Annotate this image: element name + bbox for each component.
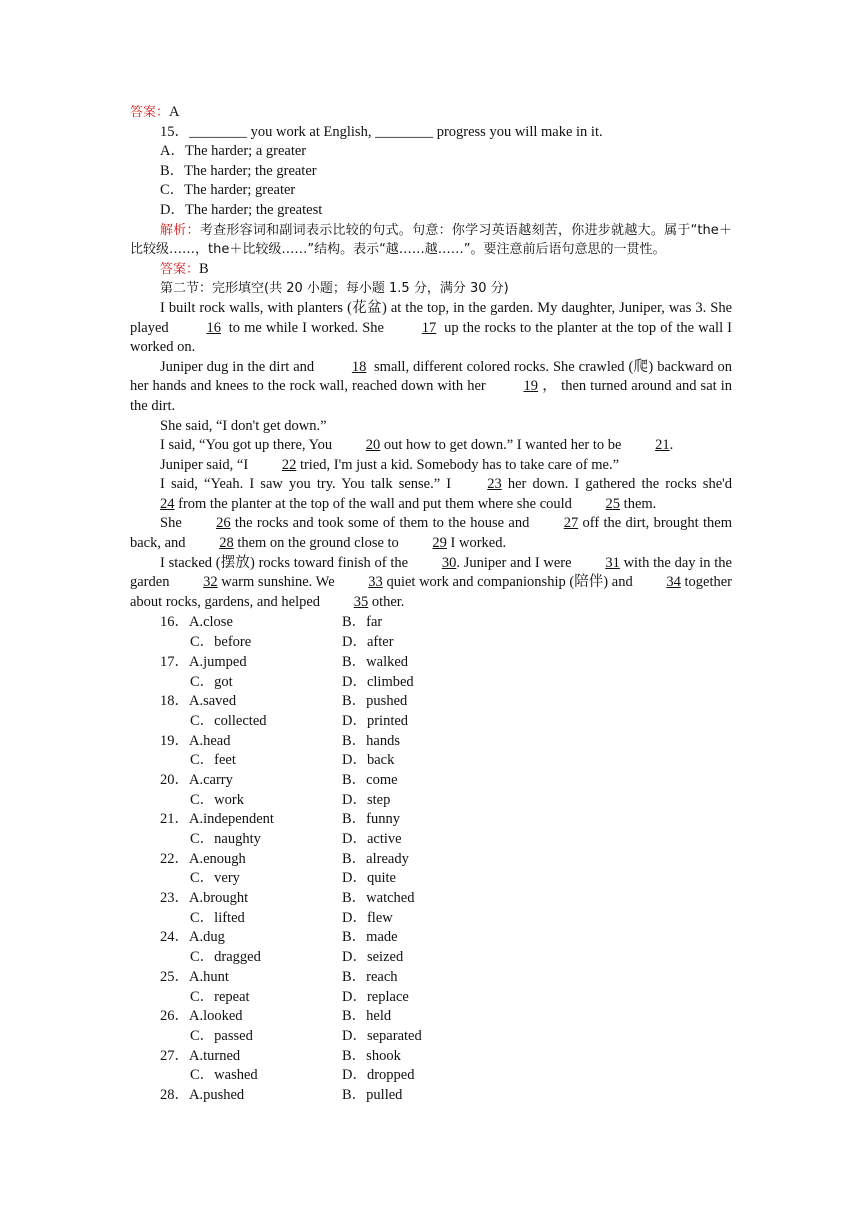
passage-paragraph-6: I said, “Yeah. I saw you try. You talk sense.” I 23 her down. I gathered the rocks she'd 24 from the planter at the top of the wall and put them where she could 25 them. — [130, 475, 732, 514]
blank-20: 20 — [365, 437, 381, 454]
answer-label: 答案： — [160, 261, 200, 277]
option-row: C．naughty D．active — [190, 831, 402, 847]
passage-paragraph-7: She 26 the rocks and took some of them to the house and 27 off the dirt, brought them back, and 28 them on the ground close to 29 I worked. — [130, 514, 732, 553]
option-row: C．feet D．back — [190, 752, 395, 769]
option-row: 27．A.turned B．shook — [160, 1047, 401, 1064]
option-row: C．passed D．separated — [190, 1027, 422, 1044]
blank-29: 29 — [432, 535, 447, 552]
option-row: 20．A.carry B．come — [160, 771, 398, 788]
passage-paragraph-3: She said, “I don't get down.” — [160, 417, 327, 434]
blank-32: 32 — [203, 574, 218, 591]
blank-19: 19 — [523, 378, 539, 395]
option-row: 25．A.hunt B．reach — [160, 968, 398, 985]
blank-16: 16 — [206, 319, 221, 336]
option-row: C．very D．quite — [190, 870, 396, 887]
option-row: C．before D．after — [190, 634, 394, 651]
q15-option-c: C．The harder; greater — [160, 182, 296, 199]
blank-33: 33 — [368, 574, 383, 591]
option-row: C．dragged D．seized — [190, 949, 404, 966]
option-row: 23．A.brought B．watched — [160, 890, 415, 907]
option-row: 17．A.jumped B．walked — [160, 653, 409, 670]
q15-option-d: D．The harder; the greatest — [160, 201, 323, 218]
blank-22: 22 — [281, 456, 297, 473]
section-title: 第二节：完形填空(共 20 小题；每小题 1.5 分，满分 30 分) — [160, 281, 509, 297]
blank-35: 35 — [353, 593, 369, 610]
answer-label: 答案： — [130, 105, 170, 120]
blank-26: 26 — [216, 515, 231, 532]
blank-18: 18 — [351, 358, 367, 375]
option-row: 24．A.dug B．made — [160, 929, 398, 946]
q15-option-b: B．The harder; the greater — [160, 162, 317, 179]
options-list — [130, 613, 732, 1105]
passage-paragraph-8: I stacked (摆放) rocks toward finish of the 30. Juniper and I were 31 with the day in the garden 32 warm sunshine. We 33 quiet work and companionship (陪伴) and 34 together about rocks, gardens, and helped 35 other. — [130, 554, 732, 613]
option-row: 16．A.close B．far — [160, 614, 383, 631]
answer-14 — [130, 103, 732, 123]
blank-23: 23 — [487, 476, 502, 493]
passage-paragraph-1: I built rock walls, with planters (花盆) at the top, in the garden. My daughter, Juniper, was 3. She played 16 to me while I worked. She 17 up the rocks to the planter at the top of the wall I worked on. — [130, 299, 732, 356]
option-row: 22．A.enough B．already — [160, 850, 409, 867]
answer-value: A — [169, 104, 180, 120]
answer-15 — [130, 260, 732, 280]
blank-25: 25 — [605, 495, 621, 512]
blank-17: 17 — [421, 319, 437, 336]
analysis-text: 考查形容词和副词表示比较的句式。句意：你学习英语越刻苦，你进步就越大。属于“the＋比较级……，the＋比较级……”结构。表示“越……越……”。要注意前后语句意思的一贯性。 — [130, 222, 732, 258]
analysis-15 — [130, 221, 732, 260]
blank-24: 24 — [160, 495, 175, 512]
option-row: 28．A.pushed B．pulled — [160, 1086, 403, 1103]
analysis-label: 解析： — [160, 222, 200, 238]
option-row: C．collected D．printed — [190, 712, 409, 729]
option-row: C．got D．climbed — [190, 673, 414, 690]
passage-paragraph-5: Juniper said, “I 22 tried, I'm just a kid. Somebody has to take care of me.” — [130, 456, 732, 476]
option-row: 19．A.head B．hands — [160, 732, 400, 749]
option-row: C．work D．step — [190, 791, 391, 808]
passage-paragraph-4: I said, “You got up there, You 20 out how to get down.” I wanted her to be 21. — [130, 436, 732, 456]
option-row: 18．A.saved B．pushed — [160, 693, 408, 710]
option-row: 21．A.independent B．funny — [160, 811, 400, 828]
document-page — [130, 103, 732, 1106]
passage-paragraph-2: Juniper dug in the dirt and 18 small, different colored rocks. She crawled (爬) backward on her hands and knees to the rock wall, reached down with her 19 ， then turned around and sat in the dirt. — [130, 358, 732, 414]
blank-31: 31 — [605, 554, 620, 571]
blank-27: 27 — [563, 515, 579, 532]
blank-34: 34 — [666, 574, 681, 591]
option-row: C．washed D．dropped — [190, 1067, 415, 1084]
blank-28: 28 — [219, 535, 234, 552]
option-row: C．repeat D．replace — [190, 988, 409, 1005]
option-row: 26．A.looked B．held — [160, 1008, 392, 1025]
q15-option-a: A．The harder; a greater — [160, 143, 307, 160]
blank-21: 21 — [655, 437, 670, 454]
question-15-stem: 15．________ you work at English, ________ progress you will make in it. — [160, 123, 603, 140]
option-row: C．lifted D．flew — [190, 909, 393, 926]
blank-30: 30 — [441, 554, 457, 571]
answer-value: B — [199, 260, 209, 277]
